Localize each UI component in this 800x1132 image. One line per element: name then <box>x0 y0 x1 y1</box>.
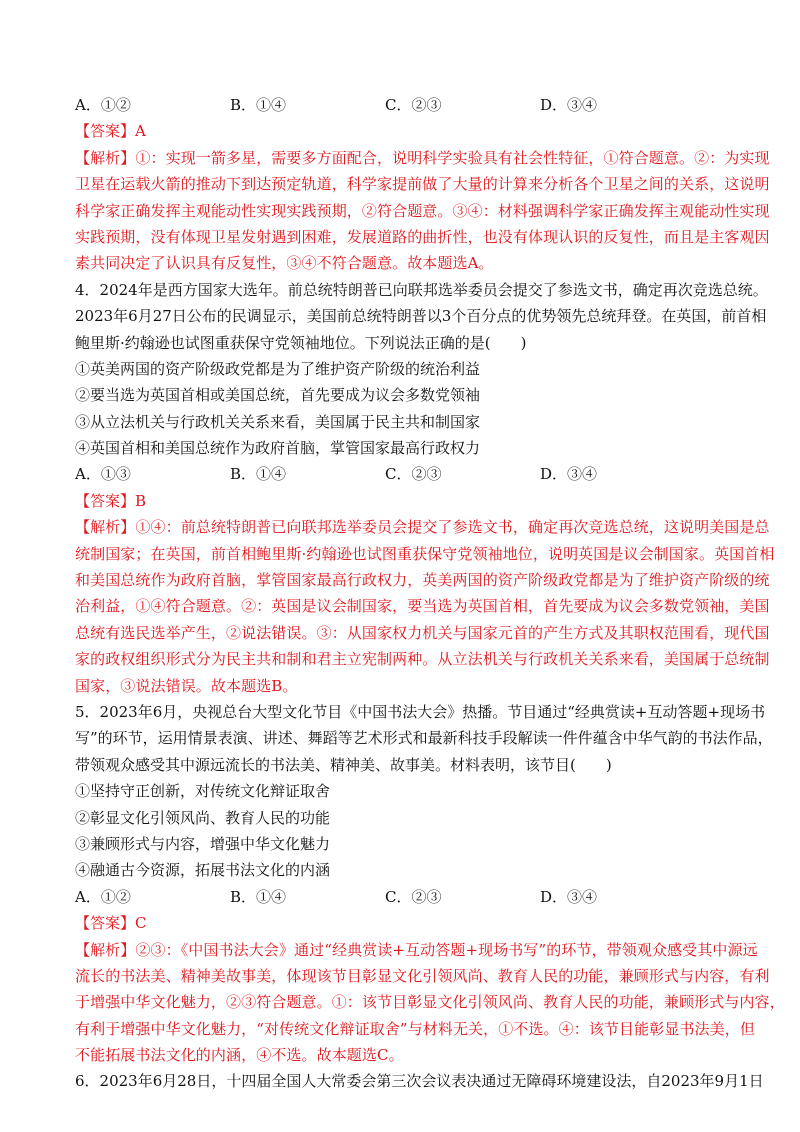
q5-explanation-line: 流长的书法美、精神美故事美，体现该节目彰显文化引领风尚、教育人民的功能，兼顾形式与内容，有利 <box>75 966 770 985</box>
q5-item: ②彰显文化引领风尚、教育人民的功能 <box>75 808 331 827</box>
q5-item: ③兼顾形式与内容，增强中华文化魅力 <box>75 834 331 853</box>
q3-explanation-line: 素共同决定了认识具有反复性，③④不符合题意。故本题选A。 <box>75 254 494 273</box>
q5-explanation-line: 于增强中华文化魅力，②③符合题意。①：该节目彰显文化引领风尚、教育人民的功能，兼顾形式与内容， <box>75 993 785 1012</box>
q3-option-c[interactable]: C．②③ <box>385 96 442 114</box>
q5-stem <box>75 699 773 778</box>
q4-stem <box>75 277 768 356</box>
q4-explanation <box>75 514 775 699</box>
q5-options <box>75 884 735 910</box>
q4-stem-line: 4．2024年是西方国家大选年。前总统特朗普已向联邦选举委员会提交了参选文书，确定再次竞选总统。 <box>75 280 768 299</box>
q4-explanation-line: 家的政权组织形式分为民主共和制和君主立宪制两种。从立法机关与行政机关关系来看，美国属于总统制 <box>75 650 770 669</box>
q5-explanation-line: 【解析】②③：《中国书法大会》通过“经典赏读+互动答题+现场书写”的环节，带领观众感受其中源远 <box>75 940 758 959</box>
q5-items <box>75 778 735 884</box>
q5-option-d[interactable]: D．③④ <box>540 887 598 906</box>
q3-option-b[interactable]: B．①④ <box>230 96 287 114</box>
q4-item: ①英美两国的资产阶级政党都是为了维护资产阶级的统治利益 <box>75 359 481 378</box>
q4-item: ④英国首相和美国总统作为政府首脑，掌管国家最高行政权力 <box>75 439 481 458</box>
q5-stem-line: 带领观众感受其中源远流长的书法美、精神美、故事美。材料表明，该节目( ) <box>75 755 612 774</box>
q4-explanation-line: 国家，③说法错误。故本题选B。 <box>75 676 298 695</box>
q4-item: ③从立法机关与行政机关关系来看，美国属于民主共和制国家 <box>75 412 481 431</box>
q3-option-d[interactable]: D．③④ <box>540 96 598 114</box>
q5-explanation-line: 不能拓展书法文化的内涵，④不选。故本题选C。 <box>75 1046 404 1065</box>
q3-options <box>75 92 735 118</box>
q4-explanation-line: 总统有选民选举产生，②说法错误。③：从国家权力机关与国家元首的产生方式及其职权范围看，现代国 <box>75 623 770 642</box>
q5-answer: 【答案】C <box>75 914 147 933</box>
q3-explanation-line: 【解析】①：实现一箭多星，需要多方面配合，说明科学实验具有社会性特征，①符合题意。②：为实现 <box>75 148 770 167</box>
q3-explanation-line: 实践预期，没有体现卫星发射遇到困难，发展道路的曲折性，也没有体现认识的反复性，而且是主客观因 <box>75 227 770 246</box>
q5-item: ④融通古今资源，拓展书法文化的内涵 <box>75 861 331 880</box>
q4-stem-line: 2023年6月27日公布的民调显示，美国前总统特朗普以3个百分点的优势领先总统拜登。在英国，前首相 <box>75 307 767 326</box>
q4-answer: 【答案】B <box>75 491 147 510</box>
q4-option-c[interactable]: C．②③ <box>385 465 442 484</box>
q4-explanation-line: 和美国总统作为政府首脑，掌管国家最高行政权力，英美两国的资产阶级政党都是为了维护资产阶级的统 <box>75 571 770 590</box>
q5-item: ①坚持守正创新，对传统文化辩证取舍 <box>75 782 331 801</box>
document-page <box>75 92 785 1095</box>
q3-explanation <box>75 145 770 277</box>
q3-option-a[interactable]: A．①② <box>75 96 131 114</box>
q3-explanation-line: 卫星在运载火箭的推动下到达预定轨道，科学家提前做了大量的计算来分析各个卫星之间的关系，这说明 <box>75 175 770 194</box>
q3-answer: 【答案】A <box>75 122 146 141</box>
q4-explanation-line: 【解析】①④：前总统特朗普已向联邦选举委员会提交了参选文书，确定再次竞选总统，这说明美国是总 <box>75 518 770 537</box>
q5-stem-line: 5．2023年6月，央视总台大型文化节目《中国书法大会》热播。节目通过“经典赏读+互动答题+现场书 <box>75 702 766 721</box>
q4-option-a[interactable]: A．①③ <box>75 465 131 484</box>
q6-stem-line: 6．2023年6月28日，十四届全国人大常委会第三次会议表决通过无障碍环境建设法，自2023年9月1日 <box>75 1072 764 1091</box>
q5-explanation-line: 有利于增强中华文化魅力，“对传统文化辩证取舍”与材料无关，①不选。④：该节目能彰显书法美，但 <box>75 1019 755 1038</box>
q6-stem <box>75 1068 764 1094</box>
q5-option-a[interactable]: A．①② <box>75 887 131 906</box>
q4-options <box>75 461 735 487</box>
q4-stem-line: 鲍里斯·约翰逊也试图重获保守党领袖地位。下列说法正确的是( ) <box>75 333 527 352</box>
q4-items <box>75 356 735 462</box>
q4-explanation-line: 统制国家；在英国，前首相鲍里斯·约翰逊也试图重获保守党领袖地位，说明英国是议会制国家。英国首相 <box>75 544 775 563</box>
q3-explanation-line: 科学家正确发挥主观能动性实现实践预期，②符合题意。③④：材料强调科学家正确发挥主观能动性实现 <box>75 201 770 220</box>
q5-option-b[interactable]: B．①④ <box>230 887 287 906</box>
q4-explanation-line: 治利益，①④符合题意。②：英国是议会制国家，要当选为英国首相，首先要成为议会多数党领袖，美国 <box>75 597 770 616</box>
q5-option-c[interactable]: C．②③ <box>385 887 442 906</box>
q4-option-d[interactable]: D．③④ <box>540 465 598 484</box>
q5-stem-line: 写”的环节，运用情景表演、讲述、舞蹈等艺术形式和最新科技手段解读一件件蕴含中华气韵的书法作品， <box>75 729 773 748</box>
q5-explanation <box>75 937 785 1069</box>
q4-item: ②要当选为英国首相或美国总统，首先要成为议会多数党领袖 <box>75 386 481 405</box>
q4-option-b[interactable]: B．①④ <box>230 465 287 484</box>
